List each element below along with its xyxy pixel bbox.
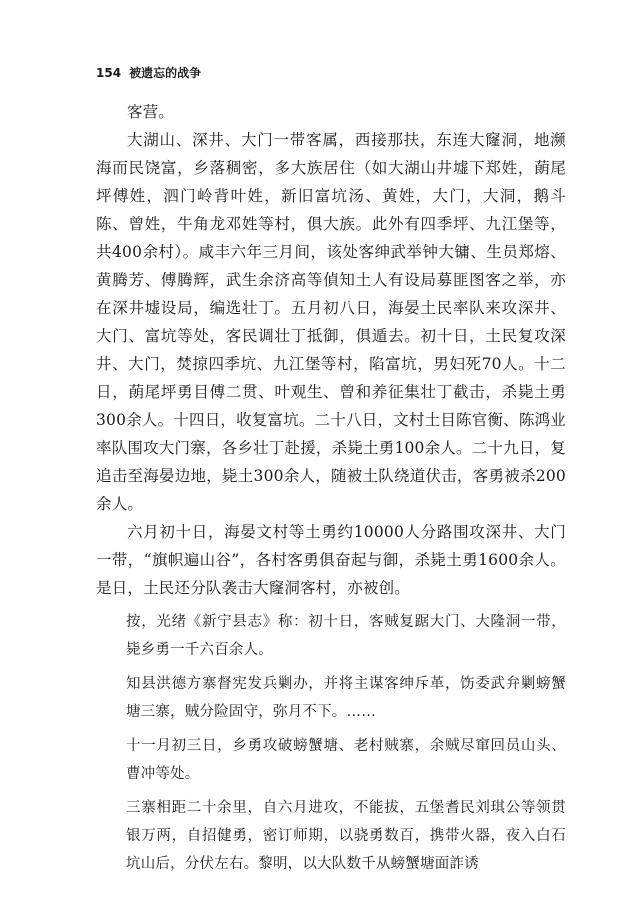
quote-november-third: 十一月初三日，乡勇攻破螃蟹塘、老村贼寨，余贼尽窜回员山头、曹冲等处。 <box>126 738 566 782</box>
paragraph-dahushan: 大湖山、深井、大门一带客属，西接那扶，东连大窿洞，地濒海而民饶富，乡落稠密，多大族居住（如大湖山井墟下郑姓，蓢尾坪傅姓，泗门岭背叶姓，新旧富坑汤、黄姓，大门，大洞，鹅斗陈、曾姓，牛角龙邓姓等村，俱大族。此外有四季坪、九江堡等，共400余村）。咸丰六年三月间，该处客绅武举钟大镛、生员郑熔、黄腾芳、傅腾辉，武生余济高等偵知土人有设局募匪图客之举，亦在深井墟设局，编选壮丁。五月初八日，海晏土民率队来攻深井、大门、富坑等处，客民调壮丁抵御，俱遁去。初十日，土民复攻深井、大门，焚掠四季坑、九江堡等村，陷富坑，男妇死70人。十二日，蓢尾坪勇目傅二贯、叶观生、曾和养征集壮丁截击，杀毙土勇300余人。十四日，收复富坑。二十八日，文村土目陈官衡、陈鸿业率队围攻大门寨，各乡壮丁赴援，杀毙土勇100余人。二十九日，复追击至海晏边地，毙土300余人，随被土队绕道伏击，客勇被杀200余人。 <box>96 131 566 513</box>
page-number: 154 <box>96 66 122 80</box>
running-header <box>96 64 201 81</box>
quote-three-forts: 三寨相距二十余里，自六月进攻，不能拔，五堡耆民刘琪公等领贯银万两，自招健勇，密订师期，以骁勇数百，携带火器，夜入白石坑山后，分伏左右。黎明，以大队数千从螃蟹塘面詐诱 <box>126 800 566 872</box>
quote-magistrate: 知县洪德方寨督宪发兵剿办，并将主谋客绅斥革，饬委武弁剿螃蟹塘三寨，贼分险固守，弥月不下。…… <box>126 676 566 720</box>
quote-xinning-gazetteer: 按，光绪《新宁县志》称：初十日，客贼复踞大门、大隆洞一带，毙乡勇一千六百余人。 <box>126 614 566 658</box>
paragraph-june-tenth: 六月初十日，海晏文村等土勇约10000人分路围攻深井、大门一带，“旗帜遍山谷”，各村客勇俱奋起与御，杀毙土勇1600余人。是日，土民还分队袭击大窿洞客村，亦被创。 <box>96 523 566 597</box>
paragraph-continuation: 客营。 <box>127 103 175 121</box>
book-title: 被遗忘的战争 <box>129 66 202 80</box>
page-body <box>96 98 566 878</box>
